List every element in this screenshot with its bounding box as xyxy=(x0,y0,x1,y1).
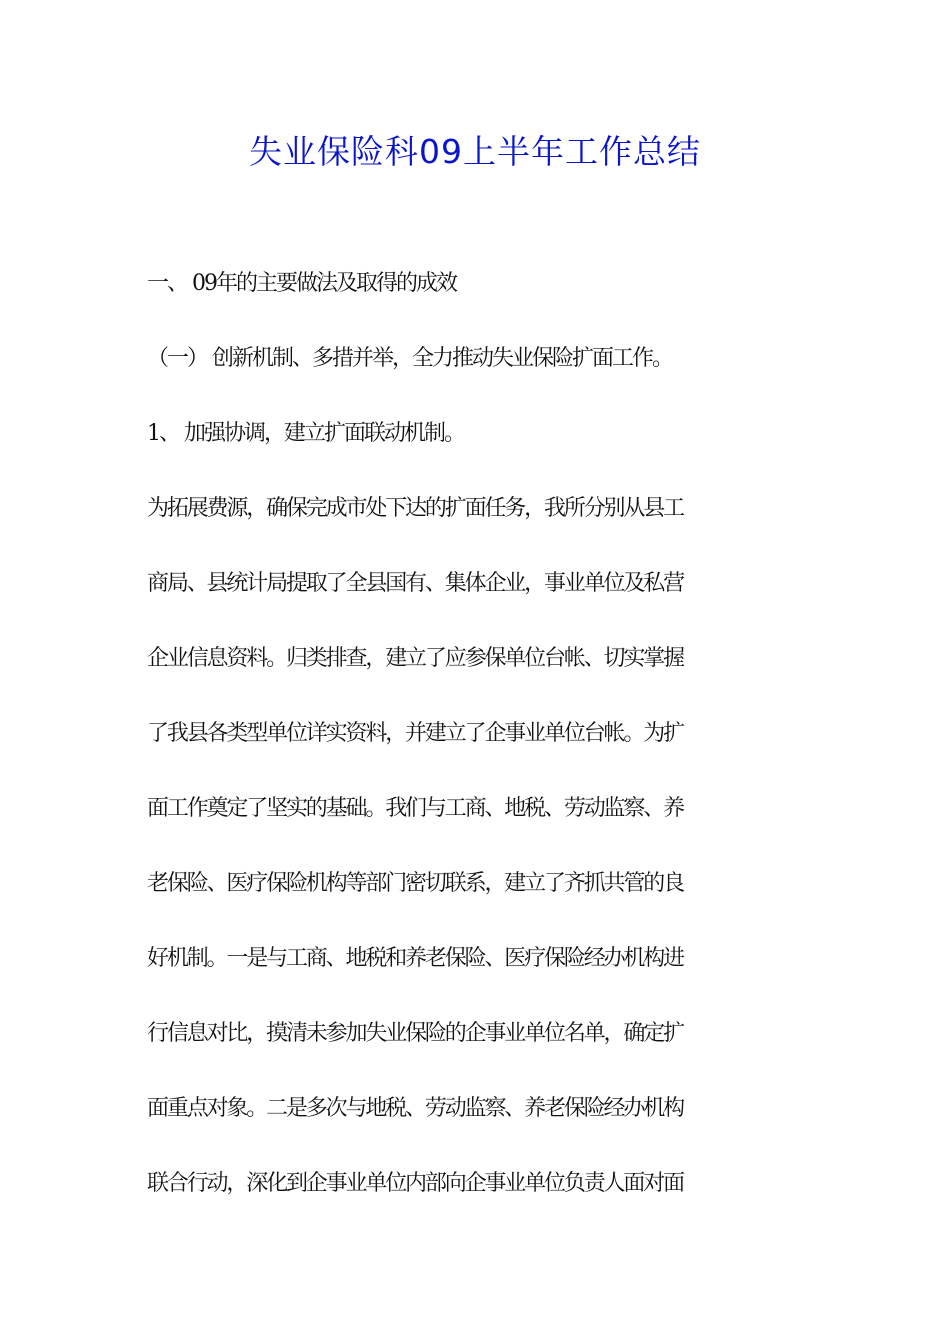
paragraph-line: 商局、县统计局提取了全县国有、集体企业，事业单位及私营 xyxy=(147,571,683,596)
paragraph-line: 为拓展费源，确保完成市处下达的扩面任务，我所分别从县工 xyxy=(147,496,683,521)
paragraph-line: 了我县各类型单位详实资料，并建立了企事业单位台帐。为扩 xyxy=(147,721,683,746)
section-heading: 一、 09年的主要做法及取得的成效 xyxy=(147,271,456,296)
paragraph-line: 面工作奠定了坚实的基础。我们与工商、地税、劳动监察、养 xyxy=(147,796,683,821)
paragraph-line: 好机制。一是与工商、地税和养老保险、医疗保险经办机构进 xyxy=(147,946,683,971)
subsection-heading: （一） 创新机制、多措并举，全力推动失业保险扩面工作。 xyxy=(147,346,672,371)
paragraph-line: 面重点对象。二是多次与地税、劳动监察、养老保险经办机构 xyxy=(147,1096,683,1121)
paragraph-line: 老保险、医疗保险机构等部门密切联系，建立了齐抓共管的良 xyxy=(147,871,683,896)
paragraph-line: 行信息对比，摸清未参加失业保险的企事业单位名单，确定扩 xyxy=(147,1021,683,1046)
paragraph-line: 联合行动，深化到企事业单位内部向企事业单位负责人面对面 xyxy=(147,1171,683,1196)
item-heading: 1、 加强协调，建立扩面联动机制。 xyxy=(147,421,464,446)
document-title: 失业保险科09上半年工作总结 xyxy=(249,132,701,171)
paragraph-line: 企业信息资料。归类排查，建立了应参保单位台帐、切实掌握 xyxy=(147,646,683,671)
